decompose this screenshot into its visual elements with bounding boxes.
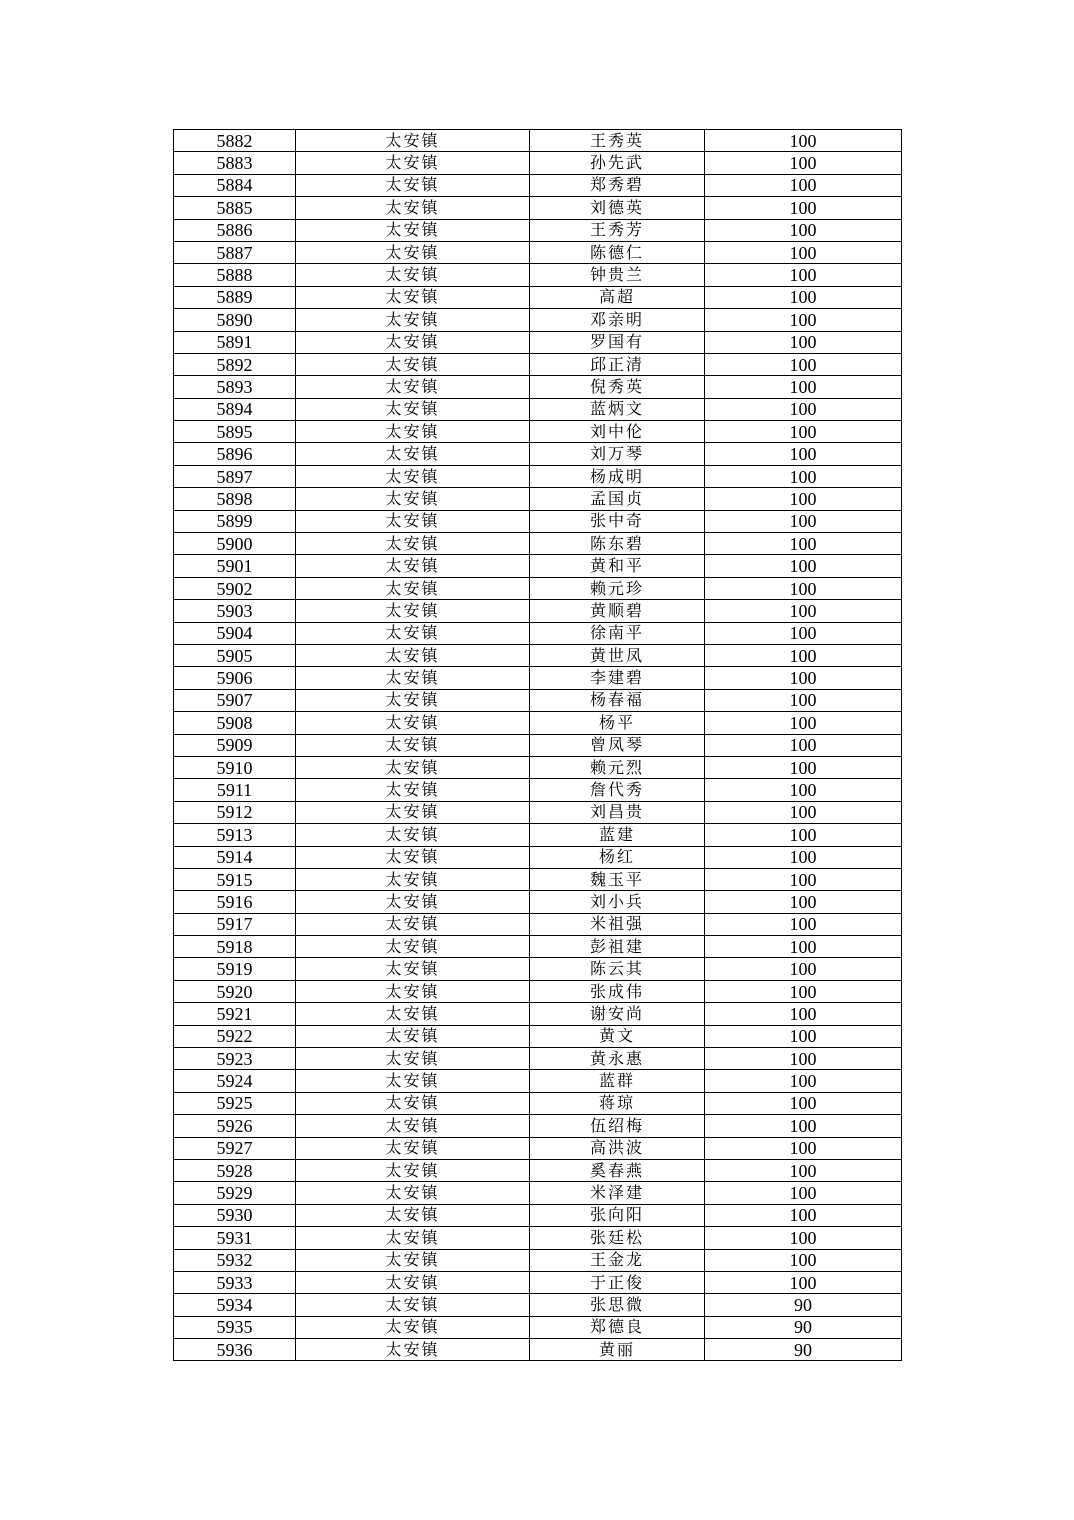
row-number-cell: 5899 — [174, 510, 296, 532]
amount-cell: 100 — [705, 980, 902, 1002]
row-number-cell: 5909 — [174, 734, 296, 756]
town-cell: 太安镇 — [296, 286, 530, 308]
name-cell: 曾凤琴 — [530, 734, 705, 756]
row-number-cell: 5896 — [174, 443, 296, 465]
table-row — [174, 868, 902, 890]
amount-cell: 100 — [705, 1048, 902, 1070]
table-row — [174, 600, 902, 622]
amount-cell: 100 — [705, 219, 902, 241]
name-cell: 刘万琴 — [530, 443, 705, 465]
name-cell: 黄永惠 — [530, 1048, 705, 1070]
town-cell: 太安镇 — [296, 510, 530, 532]
row-number-cell: 5895 — [174, 421, 296, 443]
row-number-cell: 5910 — [174, 756, 296, 778]
town-cell: 太安镇 — [296, 1092, 530, 1114]
table-row — [174, 376, 902, 398]
name-cell: 黄文 — [530, 1025, 705, 1047]
name-cell: 陈东碧 — [530, 533, 705, 555]
row-number-cell: 5923 — [174, 1048, 296, 1070]
town-cell: 太安镇 — [296, 577, 530, 599]
table-row — [174, 1092, 902, 1114]
town-cell: 太安镇 — [296, 1316, 530, 1338]
town-cell: 太安镇 — [296, 644, 530, 666]
amount-cell: 100 — [705, 734, 902, 756]
row-number-cell: 5901 — [174, 555, 296, 577]
name-cell: 张成伟 — [530, 980, 705, 1002]
row-number-cell: 5884 — [174, 174, 296, 196]
row-number-cell: 5914 — [174, 846, 296, 868]
amount-cell: 100 — [705, 712, 902, 734]
table-row — [174, 1115, 902, 1137]
amount-cell: 100 — [705, 197, 902, 219]
town-cell: 太安镇 — [296, 1159, 530, 1181]
amount-cell: 100 — [705, 443, 902, 465]
town-cell: 太安镇 — [296, 936, 530, 958]
name-cell: 蓝建 — [530, 824, 705, 846]
table-row — [174, 1204, 902, 1226]
table-row — [174, 174, 902, 196]
name-cell: 陈德仁 — [530, 241, 705, 263]
name-cell: 刘昌贵 — [530, 801, 705, 823]
row-number-cell: 5924 — [174, 1070, 296, 1092]
table-row — [174, 1227, 902, 1249]
amount-cell: 100 — [705, 376, 902, 398]
name-cell: 杨成明 — [530, 465, 705, 487]
table-row — [174, 331, 902, 353]
town-cell: 太安镇 — [296, 756, 530, 778]
name-cell: 李建碧 — [530, 667, 705, 689]
roster-table-body — [174, 130, 902, 1361]
table-row — [174, 824, 902, 846]
amount-cell: 100 — [705, 756, 902, 778]
town-cell: 太安镇 — [296, 958, 530, 980]
amount-cell: 100 — [705, 1025, 902, 1047]
table-row — [174, 241, 902, 263]
name-cell: 刘小兵 — [530, 891, 705, 913]
name-cell: 黄顺碧 — [530, 600, 705, 622]
name-cell: 张向阳 — [530, 1204, 705, 1226]
town-cell: 太安镇 — [296, 376, 530, 398]
amount-cell: 100 — [705, 1003, 902, 1025]
town-cell: 太安镇 — [296, 846, 530, 868]
table-row — [174, 197, 902, 219]
table-row — [174, 846, 902, 868]
amount-cell: 100 — [705, 465, 902, 487]
town-cell: 太安镇 — [296, 197, 530, 219]
row-number-cell: 5898 — [174, 488, 296, 510]
amount-cell: 100 — [705, 1249, 902, 1271]
amount-cell: 100 — [705, 286, 902, 308]
name-cell: 张思微 — [530, 1294, 705, 1316]
row-number-cell: 5912 — [174, 801, 296, 823]
table-row — [174, 510, 902, 532]
row-number-cell: 5894 — [174, 398, 296, 420]
table-row — [174, 286, 902, 308]
town-cell: 太安镇 — [296, 868, 530, 890]
table-row — [174, 488, 902, 510]
row-number-cell: 5927 — [174, 1137, 296, 1159]
name-cell: 黄丽 — [530, 1339, 705, 1361]
row-number-cell: 5920 — [174, 980, 296, 1002]
table-row — [174, 734, 902, 756]
amount-cell: 100 — [705, 1115, 902, 1137]
amount-cell: 100 — [705, 824, 902, 846]
amount-cell: 100 — [705, 353, 902, 375]
name-cell: 蒋琼 — [530, 1092, 705, 1114]
row-number-cell: 5918 — [174, 936, 296, 958]
table-row — [174, 533, 902, 555]
name-cell: 魏玉平 — [530, 868, 705, 890]
table-row — [174, 913, 902, 935]
table-row — [174, 1339, 902, 1361]
amount-cell: 100 — [705, 622, 902, 644]
table-row — [174, 1271, 902, 1293]
name-cell: 米祖强 — [530, 913, 705, 935]
row-number-cell: 5925 — [174, 1092, 296, 1114]
table-row — [174, 756, 902, 778]
row-number-cell: 5931 — [174, 1227, 296, 1249]
table-row — [174, 555, 902, 577]
table-row — [174, 1159, 902, 1181]
row-number-cell: 5911 — [174, 779, 296, 801]
name-cell: 詹代秀 — [530, 779, 705, 801]
name-cell: 伍绍梅 — [530, 1115, 705, 1137]
town-cell: 太安镇 — [296, 667, 530, 689]
town-cell: 太安镇 — [296, 600, 530, 622]
amount-cell: 90 — [705, 1339, 902, 1361]
row-number-cell: 5889 — [174, 286, 296, 308]
town-cell: 太安镇 — [296, 1070, 530, 1092]
town-cell: 太安镇 — [296, 1137, 530, 1159]
row-number-cell: 5928 — [174, 1159, 296, 1181]
town-cell: 太安镇 — [296, 331, 530, 353]
amount-cell: 100 — [705, 1070, 902, 1092]
name-cell: 王秀英 — [530, 130, 705, 152]
row-number-cell: 5891 — [174, 331, 296, 353]
table-row — [174, 421, 902, 443]
name-cell: 刘中伦 — [530, 421, 705, 443]
name-cell: 黄和平 — [530, 555, 705, 577]
row-number-cell: 5906 — [174, 667, 296, 689]
town-cell: 太安镇 — [296, 891, 530, 913]
amount-cell: 100 — [705, 600, 902, 622]
name-cell: 张廷松 — [530, 1227, 705, 1249]
town-cell: 太安镇 — [296, 488, 530, 510]
row-number-cell: 5883 — [174, 152, 296, 174]
amount-cell: 100 — [705, 913, 902, 935]
town-cell: 太安镇 — [296, 398, 530, 420]
table-row — [174, 1182, 902, 1204]
town-cell: 太安镇 — [296, 130, 530, 152]
name-cell: 彭祖建 — [530, 936, 705, 958]
town-cell: 太安镇 — [296, 622, 530, 644]
town-cell: 太安镇 — [296, 1294, 530, 1316]
amount-cell: 100 — [705, 421, 902, 443]
row-number-cell: 5908 — [174, 712, 296, 734]
row-number-cell: 5917 — [174, 913, 296, 935]
row-number-cell: 5936 — [174, 1339, 296, 1361]
amount-cell: 100 — [705, 152, 902, 174]
town-cell: 太安镇 — [296, 421, 530, 443]
table-row — [174, 152, 902, 174]
town-cell: 太安镇 — [296, 1249, 530, 1271]
amount-cell: 100 — [705, 868, 902, 890]
town-cell: 太安镇 — [296, 1204, 530, 1226]
table-row — [174, 936, 902, 958]
table-row — [174, 1316, 902, 1338]
name-cell: 郑德良 — [530, 1316, 705, 1338]
name-cell: 徐南平 — [530, 622, 705, 644]
town-cell: 太安镇 — [296, 779, 530, 801]
table-row — [174, 264, 902, 286]
amount-cell: 100 — [705, 667, 902, 689]
row-number-cell: 5922 — [174, 1025, 296, 1047]
row-number-cell: 5890 — [174, 309, 296, 331]
amount-cell: 100 — [705, 174, 902, 196]
amount-cell: 100 — [705, 1227, 902, 1249]
name-cell: 高洪波 — [530, 1137, 705, 1159]
table-row — [174, 1025, 902, 1047]
town-cell: 太安镇 — [296, 443, 530, 465]
amount-cell: 100 — [705, 644, 902, 666]
name-cell: 罗国有 — [530, 331, 705, 353]
table-row — [174, 398, 902, 420]
amount-cell: 100 — [705, 1182, 902, 1204]
name-cell: 刘德英 — [530, 197, 705, 219]
town-cell: 太安镇 — [296, 1025, 530, 1047]
name-cell: 米泽建 — [530, 1182, 705, 1204]
amount-cell: 100 — [705, 555, 902, 577]
town-cell: 太安镇 — [296, 465, 530, 487]
amount-cell: 100 — [705, 510, 902, 532]
town-cell: 太安镇 — [296, 913, 530, 935]
town-cell: 太安镇 — [296, 1182, 530, 1204]
town-cell: 太安镇 — [296, 241, 530, 263]
town-cell: 太安镇 — [296, 174, 530, 196]
name-cell: 陈云其 — [530, 958, 705, 980]
town-cell: 太安镇 — [296, 1115, 530, 1137]
table-row — [174, 712, 902, 734]
amount-cell: 100 — [705, 689, 902, 711]
table-row — [174, 465, 902, 487]
name-cell: 蓝群 — [530, 1070, 705, 1092]
amount-cell: 100 — [705, 241, 902, 263]
table-row — [174, 1294, 902, 1316]
row-number-cell: 5885 — [174, 197, 296, 219]
row-number-cell: 5926 — [174, 1115, 296, 1137]
table-row — [174, 779, 902, 801]
amount-cell: 100 — [705, 846, 902, 868]
table-row — [174, 1070, 902, 1092]
table-row — [174, 219, 902, 241]
amount-cell: 100 — [705, 1137, 902, 1159]
amount-cell: 100 — [705, 1159, 902, 1181]
table-row — [174, 1003, 902, 1025]
row-number-cell: 5929 — [174, 1182, 296, 1204]
amount-cell: 100 — [705, 891, 902, 913]
table-row — [174, 130, 902, 152]
table-row — [174, 891, 902, 913]
town-cell: 太安镇 — [296, 264, 530, 286]
table-row — [174, 958, 902, 980]
row-number-cell: 5886 — [174, 219, 296, 241]
row-number-cell: 5913 — [174, 824, 296, 846]
table-row — [174, 1137, 902, 1159]
row-number-cell: 5933 — [174, 1271, 296, 1293]
row-number-cell: 5903 — [174, 600, 296, 622]
name-cell: 谢安尚 — [530, 1003, 705, 1025]
town-cell: 太安镇 — [296, 353, 530, 375]
amount-cell: 100 — [705, 533, 902, 555]
row-number-cell: 5888 — [174, 264, 296, 286]
amount-cell: 100 — [705, 936, 902, 958]
table-row — [174, 622, 902, 644]
name-cell: 孟国贞 — [530, 488, 705, 510]
name-cell: 钟贵兰 — [530, 264, 705, 286]
town-cell: 太安镇 — [296, 689, 530, 711]
table-row — [174, 1249, 902, 1271]
table-row — [174, 309, 902, 331]
amount-cell: 100 — [705, 1271, 902, 1293]
row-number-cell: 5934 — [174, 1294, 296, 1316]
amount-cell: 100 — [705, 130, 902, 152]
table-row — [174, 980, 902, 1002]
row-number-cell: 5893 — [174, 376, 296, 398]
name-cell: 奚春燕 — [530, 1159, 705, 1181]
amount-cell: 100 — [705, 1092, 902, 1114]
name-cell: 高超 — [530, 286, 705, 308]
row-number-cell: 5905 — [174, 644, 296, 666]
name-cell: 邱正清 — [530, 353, 705, 375]
table-row — [174, 1048, 902, 1070]
row-number-cell: 5882 — [174, 130, 296, 152]
name-cell: 蓝炳文 — [530, 398, 705, 420]
name-cell: 张中奇 — [530, 510, 705, 532]
name-cell: 郑秀碧 — [530, 174, 705, 196]
row-number-cell: 5887 — [174, 241, 296, 263]
row-number-cell: 5900 — [174, 533, 296, 555]
name-cell: 王金龙 — [530, 1249, 705, 1271]
name-cell: 王秀芳 — [530, 219, 705, 241]
amount-cell: 100 — [705, 958, 902, 980]
town-cell: 太安镇 — [296, 1227, 530, 1249]
name-cell: 杨平 — [530, 712, 705, 734]
town-cell: 太安镇 — [296, 824, 530, 846]
amount-cell: 100 — [705, 779, 902, 801]
amount-cell: 90 — [705, 1316, 902, 1338]
row-number-cell: 5897 — [174, 465, 296, 487]
name-cell: 于正俊 — [530, 1271, 705, 1293]
row-number-cell: 5916 — [174, 891, 296, 913]
town-cell: 太安镇 — [296, 734, 530, 756]
town-cell: 太安镇 — [296, 309, 530, 331]
amount-cell: 100 — [705, 309, 902, 331]
row-number-cell: 5904 — [174, 622, 296, 644]
table-row — [174, 353, 902, 375]
row-number-cell: 5932 — [174, 1249, 296, 1271]
town-cell: 太安镇 — [296, 555, 530, 577]
amount-cell: 100 — [705, 264, 902, 286]
row-number-cell: 5902 — [174, 577, 296, 599]
amount-cell: 100 — [705, 398, 902, 420]
town-cell: 太安镇 — [296, 1003, 530, 1025]
table-row — [174, 801, 902, 823]
table-row — [174, 644, 902, 666]
table-row — [174, 667, 902, 689]
town-cell: 太安镇 — [296, 219, 530, 241]
table-row — [174, 443, 902, 465]
row-number-cell: 5930 — [174, 1204, 296, 1226]
name-cell: 赖元烈 — [530, 756, 705, 778]
row-number-cell: 5892 — [174, 353, 296, 375]
row-number-cell: 5915 — [174, 868, 296, 890]
row-number-cell: 5907 — [174, 689, 296, 711]
row-number-cell: 5921 — [174, 1003, 296, 1025]
roster-table — [173, 129, 902, 1361]
amount-cell: 100 — [705, 488, 902, 510]
amount-cell: 100 — [705, 331, 902, 353]
town-cell: 太安镇 — [296, 801, 530, 823]
name-cell: 杨春福 — [530, 689, 705, 711]
town-cell: 太安镇 — [296, 533, 530, 555]
town-cell: 太安镇 — [296, 1048, 530, 1070]
name-cell: 邓亲明 — [530, 309, 705, 331]
town-cell: 太安镇 — [296, 980, 530, 1002]
town-cell: 太安镇 — [296, 1271, 530, 1293]
town-cell: 太安镇 — [296, 1339, 530, 1361]
name-cell: 孙先武 — [530, 152, 705, 174]
amount-cell: 100 — [705, 1204, 902, 1226]
name-cell: 杨红 — [530, 846, 705, 868]
table-row — [174, 689, 902, 711]
table-row — [174, 577, 902, 599]
name-cell: 倪秀英 — [530, 376, 705, 398]
amount-cell: 90 — [705, 1294, 902, 1316]
row-number-cell: 5919 — [174, 958, 296, 980]
town-cell: 太安镇 — [296, 712, 530, 734]
amount-cell: 100 — [705, 801, 902, 823]
name-cell: 赖元珍 — [530, 577, 705, 599]
town-cell: 太安镇 — [296, 152, 530, 174]
name-cell: 黄世凤 — [530, 644, 705, 666]
row-number-cell: 5935 — [174, 1316, 296, 1338]
amount-cell: 100 — [705, 577, 902, 599]
